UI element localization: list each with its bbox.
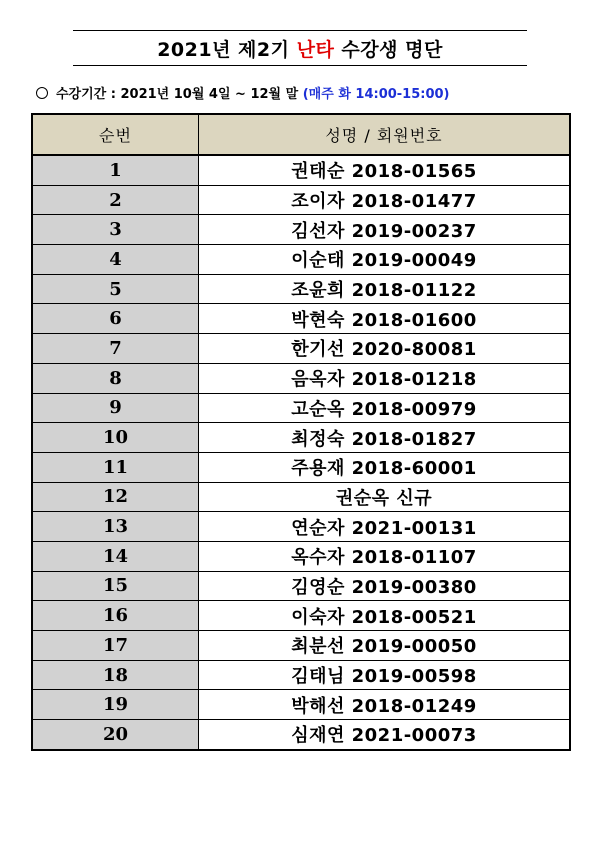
row-name-id: 최분선 2019-00050 [199,631,571,661]
row-number: 10 [32,423,199,453]
row-name-id: 한기선 2020-80081 [199,334,571,364]
student-table [31,113,571,751]
row-name-id: 박해선 2018-01249 [199,690,571,720]
row-name-id: 조이자 2018-01477 [199,185,571,215]
row-name-id: 김영순 2019-00380 [199,571,571,601]
row-number: 14 [32,541,199,571]
row-number: 7 [32,334,199,364]
title-text: 2021년 제2기 [157,38,297,61]
table-row [32,363,570,393]
row-name-id: 연순자 2021-00131 [199,512,571,542]
row-name-id: 심재연 2021-00073 [199,720,571,750]
row-number: 18 [32,660,199,690]
row-number: 15 [32,571,199,601]
document-title [73,30,527,66]
table-row [32,482,570,512]
header-number: 순번 [32,114,199,155]
header-name-id: 성명 / 회원번호 [199,114,571,155]
period-schedule: (매주 화 14:00-15:00) [302,87,450,102]
row-number: 16 [32,601,199,631]
table-header-row [32,114,570,155]
table-row [32,690,570,720]
row-name-id: 음옥자 2018-01218 [199,363,571,393]
row-name-id: 권순옥 신규 [199,482,571,512]
table-row [32,274,570,304]
table-row [32,155,570,185]
row-number: 12 [32,482,199,512]
row-name-id: 권태순 2018-01565 [199,155,571,185]
table-row [32,512,570,542]
row-name-id: 김선자 2019-00237 [199,215,571,245]
table-row [32,541,570,571]
table-row [32,304,570,334]
row-name-id: 고순옥 2018-00979 [199,393,571,423]
row-number: 8 [32,363,199,393]
row-name-id: 조윤희 2018-01122 [199,274,571,304]
row-name-id: 박현숙 2018-01600 [199,304,571,334]
row-number: 20 [32,720,199,750]
table-row [32,601,570,631]
table-body [32,155,570,750]
table-row [32,660,570,690]
row-number: 9 [32,393,199,423]
row-number: 6 [32,304,199,334]
row-name-id: 이숙자 2018-00521 [199,601,571,631]
row-name-id: 이순태 2019-00049 [199,245,571,275]
table-row [32,423,570,453]
table-row [32,185,570,215]
row-number: 19 [32,690,199,720]
row-number: 13 [32,512,199,542]
period-text: 수강기간 : 2021년 10월 4일 ~ 12월 말 [56,87,303,102]
row-number: 17 [32,631,199,661]
course-period [36,83,450,102]
row-number: 4 [32,245,199,275]
table-row [32,245,570,275]
row-number: 5 [32,274,199,304]
row-number: 2 [32,185,199,215]
table-row [32,720,570,750]
row-number: 11 [32,452,199,482]
row-number: 1 [32,155,199,185]
circle-bullet-icon [36,87,48,99]
row-number: 3 [32,215,199,245]
table-row [32,452,570,482]
row-name-id: 김태님 2019-00598 [199,660,571,690]
table-row [32,571,570,601]
row-name-id: 최정숙 2018-01827 [199,423,571,453]
title-text-end: 수강생 명단 [334,38,443,61]
row-name-id: 주용재 2018-60001 [199,452,571,482]
table-row [32,334,570,364]
table-row [32,393,570,423]
table-row [32,215,570,245]
table-row [32,631,570,661]
row-name-id: 옥수자 2018-01107 [199,541,571,571]
title-highlight: 난타 [296,38,335,61]
